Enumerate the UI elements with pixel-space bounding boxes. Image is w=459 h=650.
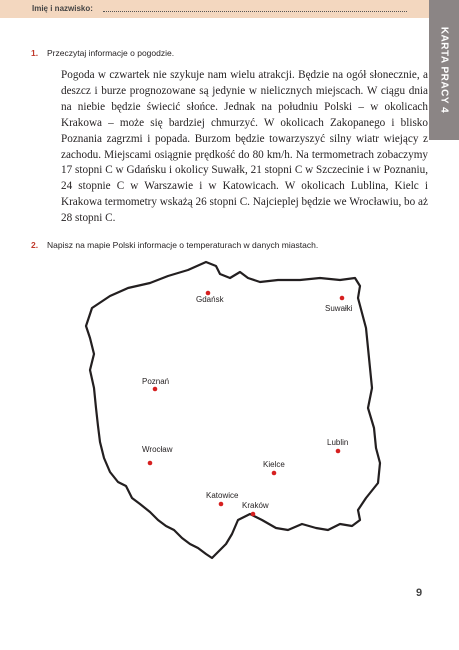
name-field[interactable] <box>103 11 407 12</box>
city-2-label: Poznań <box>142 377 170 386</box>
city-1-marker <box>340 296 345 301</box>
city-3-label: Wrocław <box>142 445 173 454</box>
city-5-marker <box>272 471 277 476</box>
city-4-marker <box>336 449 341 454</box>
task-1-instruction: Przeczytaj informacje o pogodzie. <box>47 48 175 58</box>
poland-map <box>70 258 390 576</box>
city-5-label: Kielce <box>263 460 285 469</box>
city-0-label: Gdańsk <box>196 295 224 304</box>
task-2-number: 2. <box>31 240 39 250</box>
worksheet-tab <box>429 0 459 140</box>
city-1-label: Suwałki <box>325 304 353 313</box>
task-2-instruction: Napisz na mapie Polski informacje o temperaturach w danych miastach. <box>47 240 319 250</box>
city-6-label: Katowice <box>206 491 239 500</box>
name-label: Imię i nazwisko: <box>32 4 93 13</box>
city-4-label: Lublin <box>327 438 349 447</box>
city-3-marker <box>148 461 153 466</box>
city-2-marker <box>153 387 158 392</box>
worksheet-tab-label: KARTA PRACY 4 <box>438 26 450 114</box>
page-number: 9 <box>416 587 423 599</box>
city-7-marker <box>251 512 256 517</box>
weather-text: Pogoda w czwartek nie szykuje nam wielu atrakcji. Będzie na ogół słonecznie, a deszcz i burze prognozowane są jedynie w nielicznych miejscach. W ciągu dnia na niebie będzie świecić słońce. Jednak na południu Polski – w okolicach Krakowa – może się bardziej chmurzyć. W okolicach Zakopanego i blisko Poznania zagrzmi i popada. Burzom będzie towarzyszyć silny wiatr wiejący z zachodu. Miejscami osiągnie prędkość do 80 km/h. Na termometrach zobaczymy 17 stopni C w Gdańsku i okolicy Suwałk, 21 stopni C w Szczecinie i w Poznaniu, 24 stopnie C w Warszawie i w Katowicach. W okolicach Lublina, Kielc i Krakowa termometry wskażą 26 stopni C. Najcieplej będzie we Wrocławiu, bo aż 28 stopni C. <box>61 69 428 225</box>
task-1-number: 1. <box>31 48 39 58</box>
city-6-marker <box>219 502 224 507</box>
city-7-label: Kraków <box>242 501 269 510</box>
